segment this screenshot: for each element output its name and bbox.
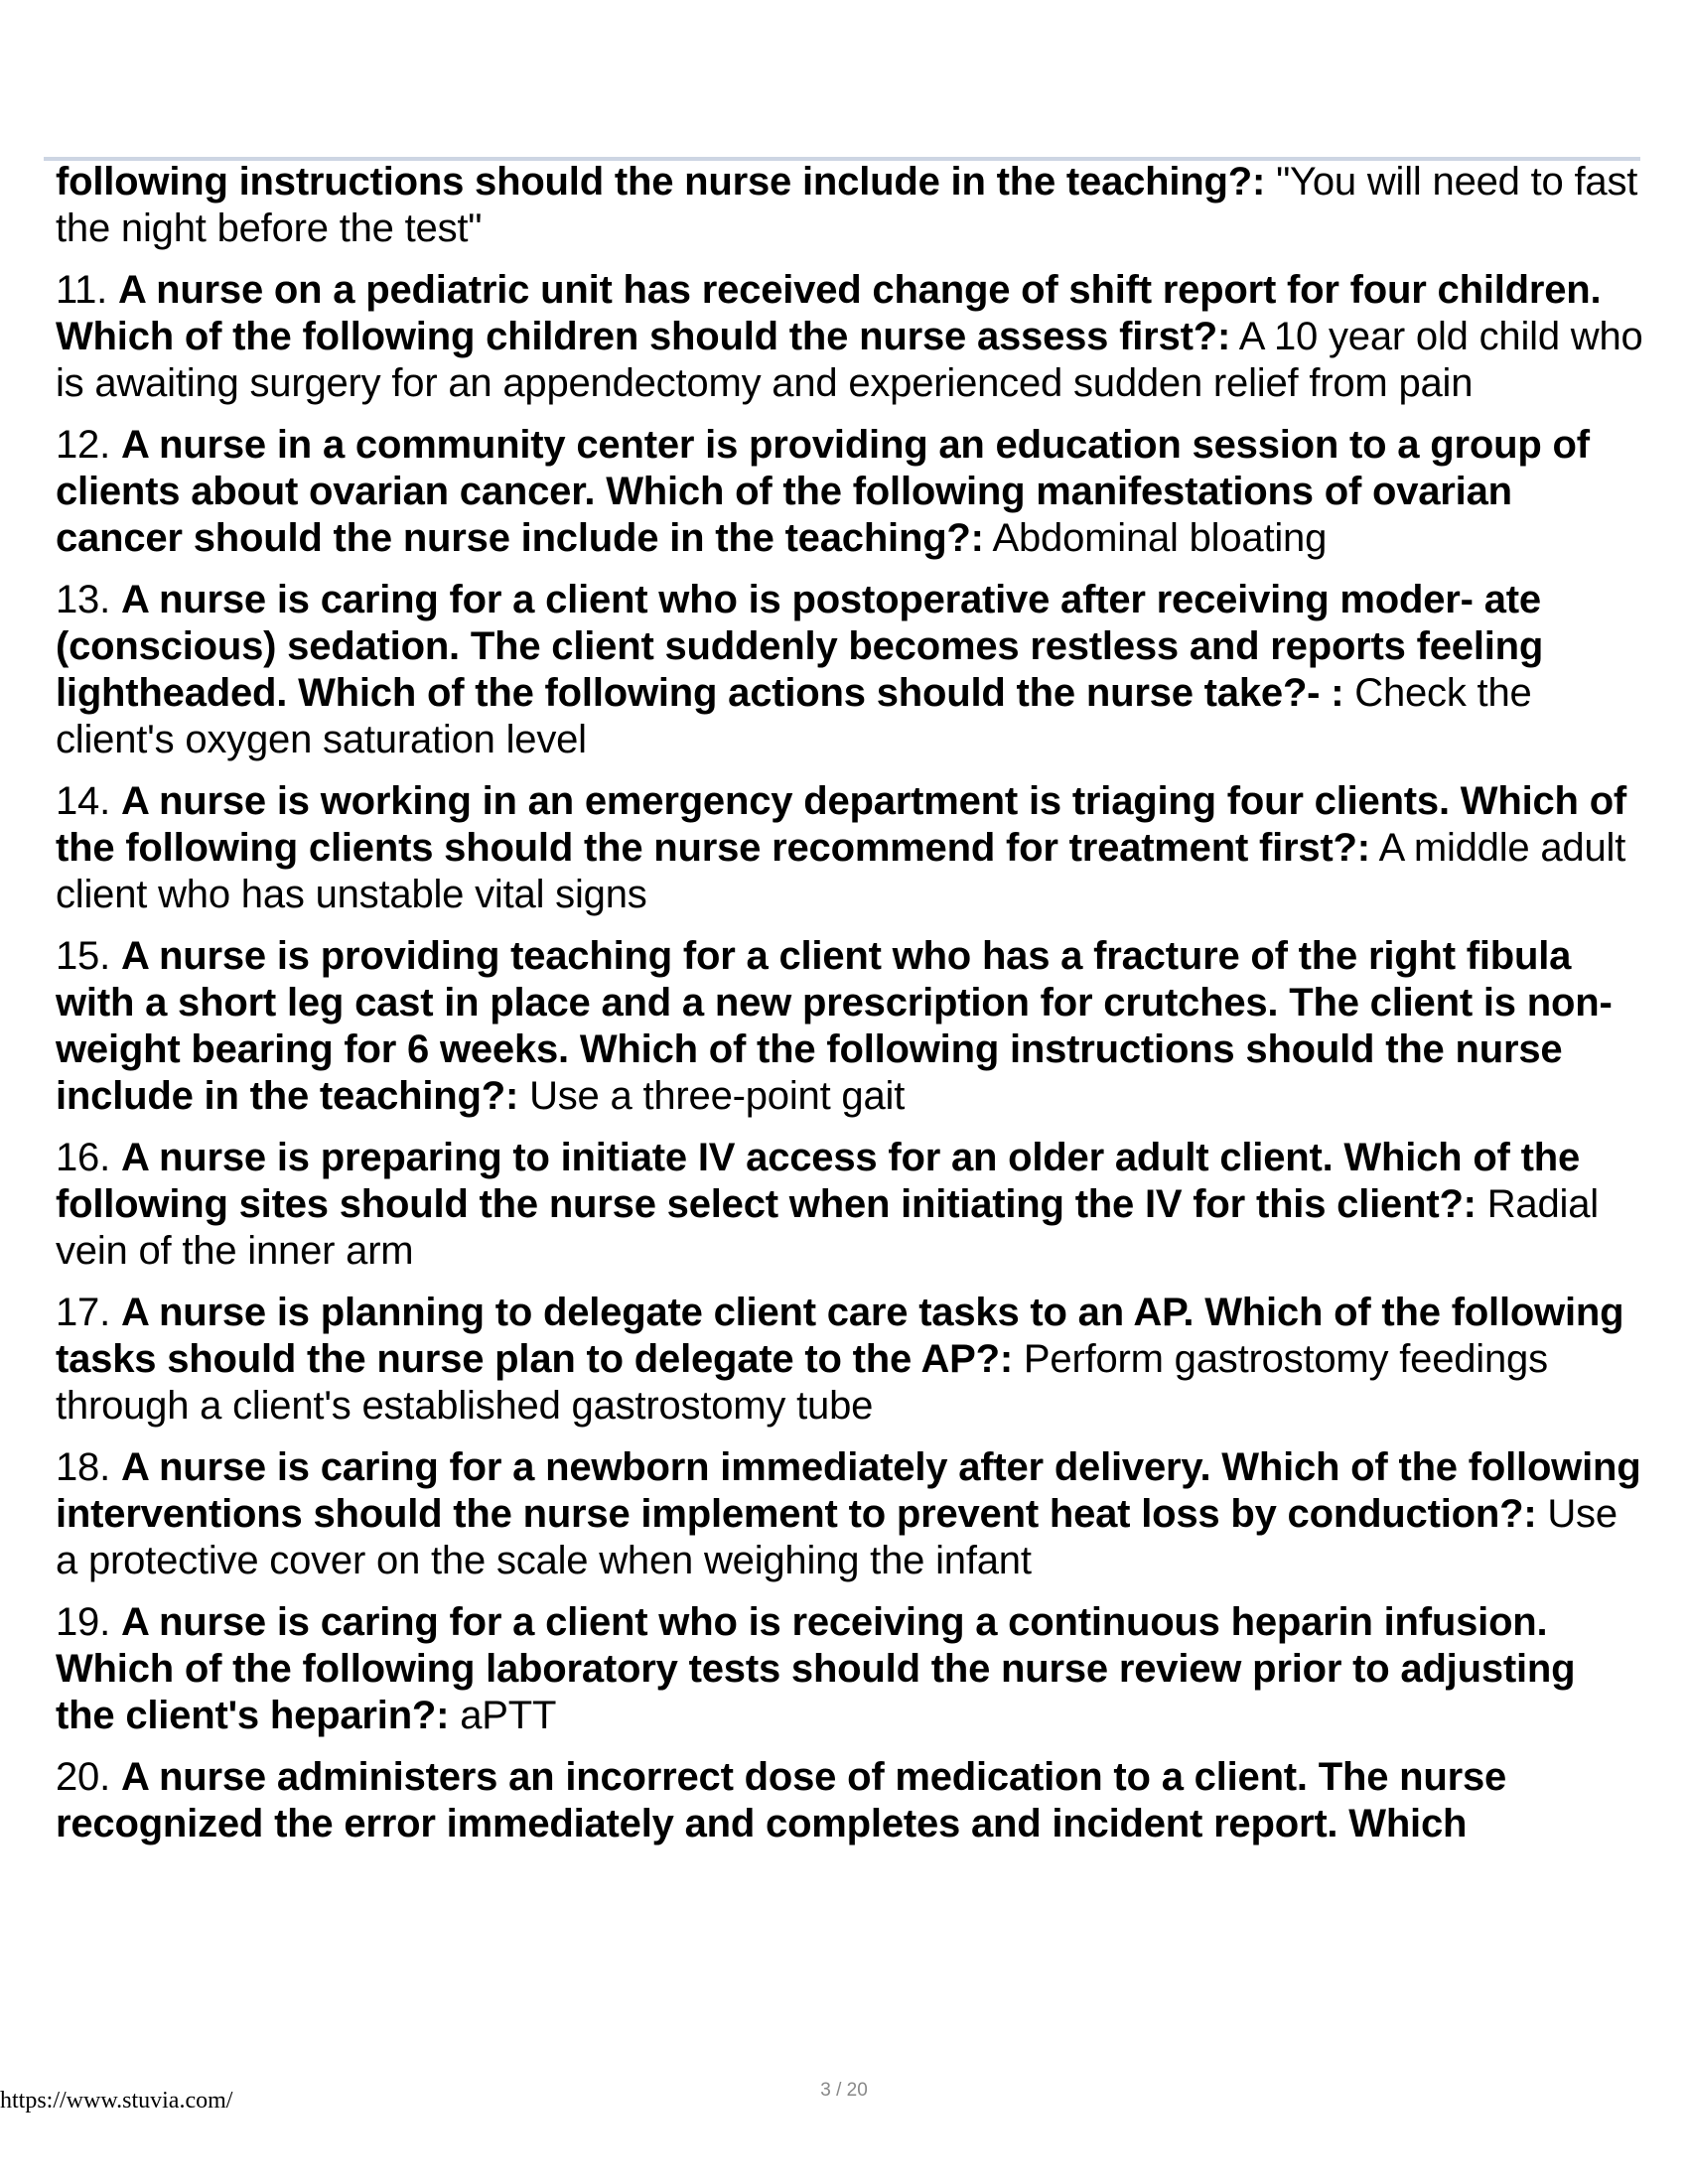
qa-entry (56, 1290, 1644, 1430)
qa-entry (56, 933, 1644, 1120)
question-number: 16. (56, 1136, 111, 1179)
question-text: A nurse on a pediatric unit has received change of shift report for four children. Which of the following children should the nurse assess first?: (56, 268, 1602, 358)
question-text: A nurse is working in an emergency department is triaging four clients. Which of the following clients should the nurse recommend for treatment first?: (56, 779, 1627, 870)
question-number: 11. (56, 268, 108, 312)
answer-text: Abdominal bloating (992, 516, 1328, 560)
qa-entry (56, 267, 1644, 407)
footer-url-link[interactable]: https://www.stuvia.com/ (0, 2088, 233, 2114)
answer-text: Use a protective cover on the scale when weighing the infant (56, 1492, 1618, 1582)
question-number: 17. (56, 1291, 111, 1334)
question-text: A nurse is caring for a client who is receiving a continuous heparin infusion. Which of the following laboratory tests should the nurse review prior to adjusting the client's heparin?: (56, 1600, 1576, 1737)
qa-entry (56, 1599, 1644, 1739)
answer-text: A middle adult client who has unstable vital signs (56, 826, 1626, 916)
question-number: 19. (56, 1600, 111, 1644)
qa-entry (56, 1135, 1644, 1275)
answer-text: aPTT (460, 1694, 557, 1737)
question-text: A nurse administers an incorrect dose of medication to a client. The nurse recognized the error immediately and completes and incident report. Which (56, 1755, 1507, 1845)
qa-entry (56, 778, 1644, 918)
question-number: 18. (56, 1445, 111, 1489)
question-number: 20. (56, 1755, 111, 1799)
page-indicator: 3 / 20 (820, 2080, 868, 2101)
question-number: 13. (56, 578, 111, 621)
answer-text: Check the client's oxygen saturation level (56, 671, 1532, 761)
qa-entry (56, 577, 1644, 763)
qa-entry-continued (56, 159, 1644, 252)
answer-text: Perform gastrostomy feedings through a client's established gastrostomy tube (56, 1337, 1548, 1428)
question-number: 12. (56, 423, 111, 467)
question-number: 14. (56, 779, 111, 823)
question-text: A nurse is preparing to initiate IV access for an older adult client. Which of the following sites should the nurse select when initiating the IV for this client?: (56, 1136, 1580, 1226)
answer-text: "You will need to fast the night before the test" (56, 160, 1638, 250)
question-text: A nurse is planning to delegate client care tasks to an AP. Which of the following tasks should the nurse plan to delegate to the AP?: (56, 1291, 1624, 1381)
question-text: A nurse is providing teaching for a client who has a fracture of the right fibula with a short leg cast in place and a new prescription for crutches. The client is non-weight bearing for 6 weeks. Which of the following instructions should the nurse include in the teaching?: (56, 934, 1613, 1118)
answer-text: Use a three-point gait (529, 1074, 906, 1118)
document-body (56, 159, 1644, 1862)
question-text: A nurse is caring for a client who is postoperative after receiving moder- ate (conscious) sedation. The client suddenly becomes restless and reports feeling lightheaded. Which of the following actions should the nurse take?- : (56, 578, 1544, 715)
question-text: A nurse in a community center is providing an education session to a group of clients about ovarian cancer. Which of the following manifestations of ovarian cancer should the nurse include in the teaching?: (56, 423, 1590, 560)
qa-entry (56, 422, 1644, 562)
question-number: 15. (56, 934, 111, 978)
qa-entry (56, 1444, 1644, 1584)
question-text: following instructions should the nurse include in the teaching?: (56, 160, 1266, 204)
answer-text: Radial vein of the inner arm (56, 1182, 1599, 1273)
question-text: A nurse is caring for a newborn immediately after delivery. Which of the following interventions should the nurse implement to prevent heat loss by conduction?: (56, 1445, 1641, 1536)
answer-text: A 10 year old child who is awaiting surgery for an appendectomy and experienced sudden relief from pain (56, 315, 1643, 405)
qa-entry (56, 1754, 1644, 1847)
